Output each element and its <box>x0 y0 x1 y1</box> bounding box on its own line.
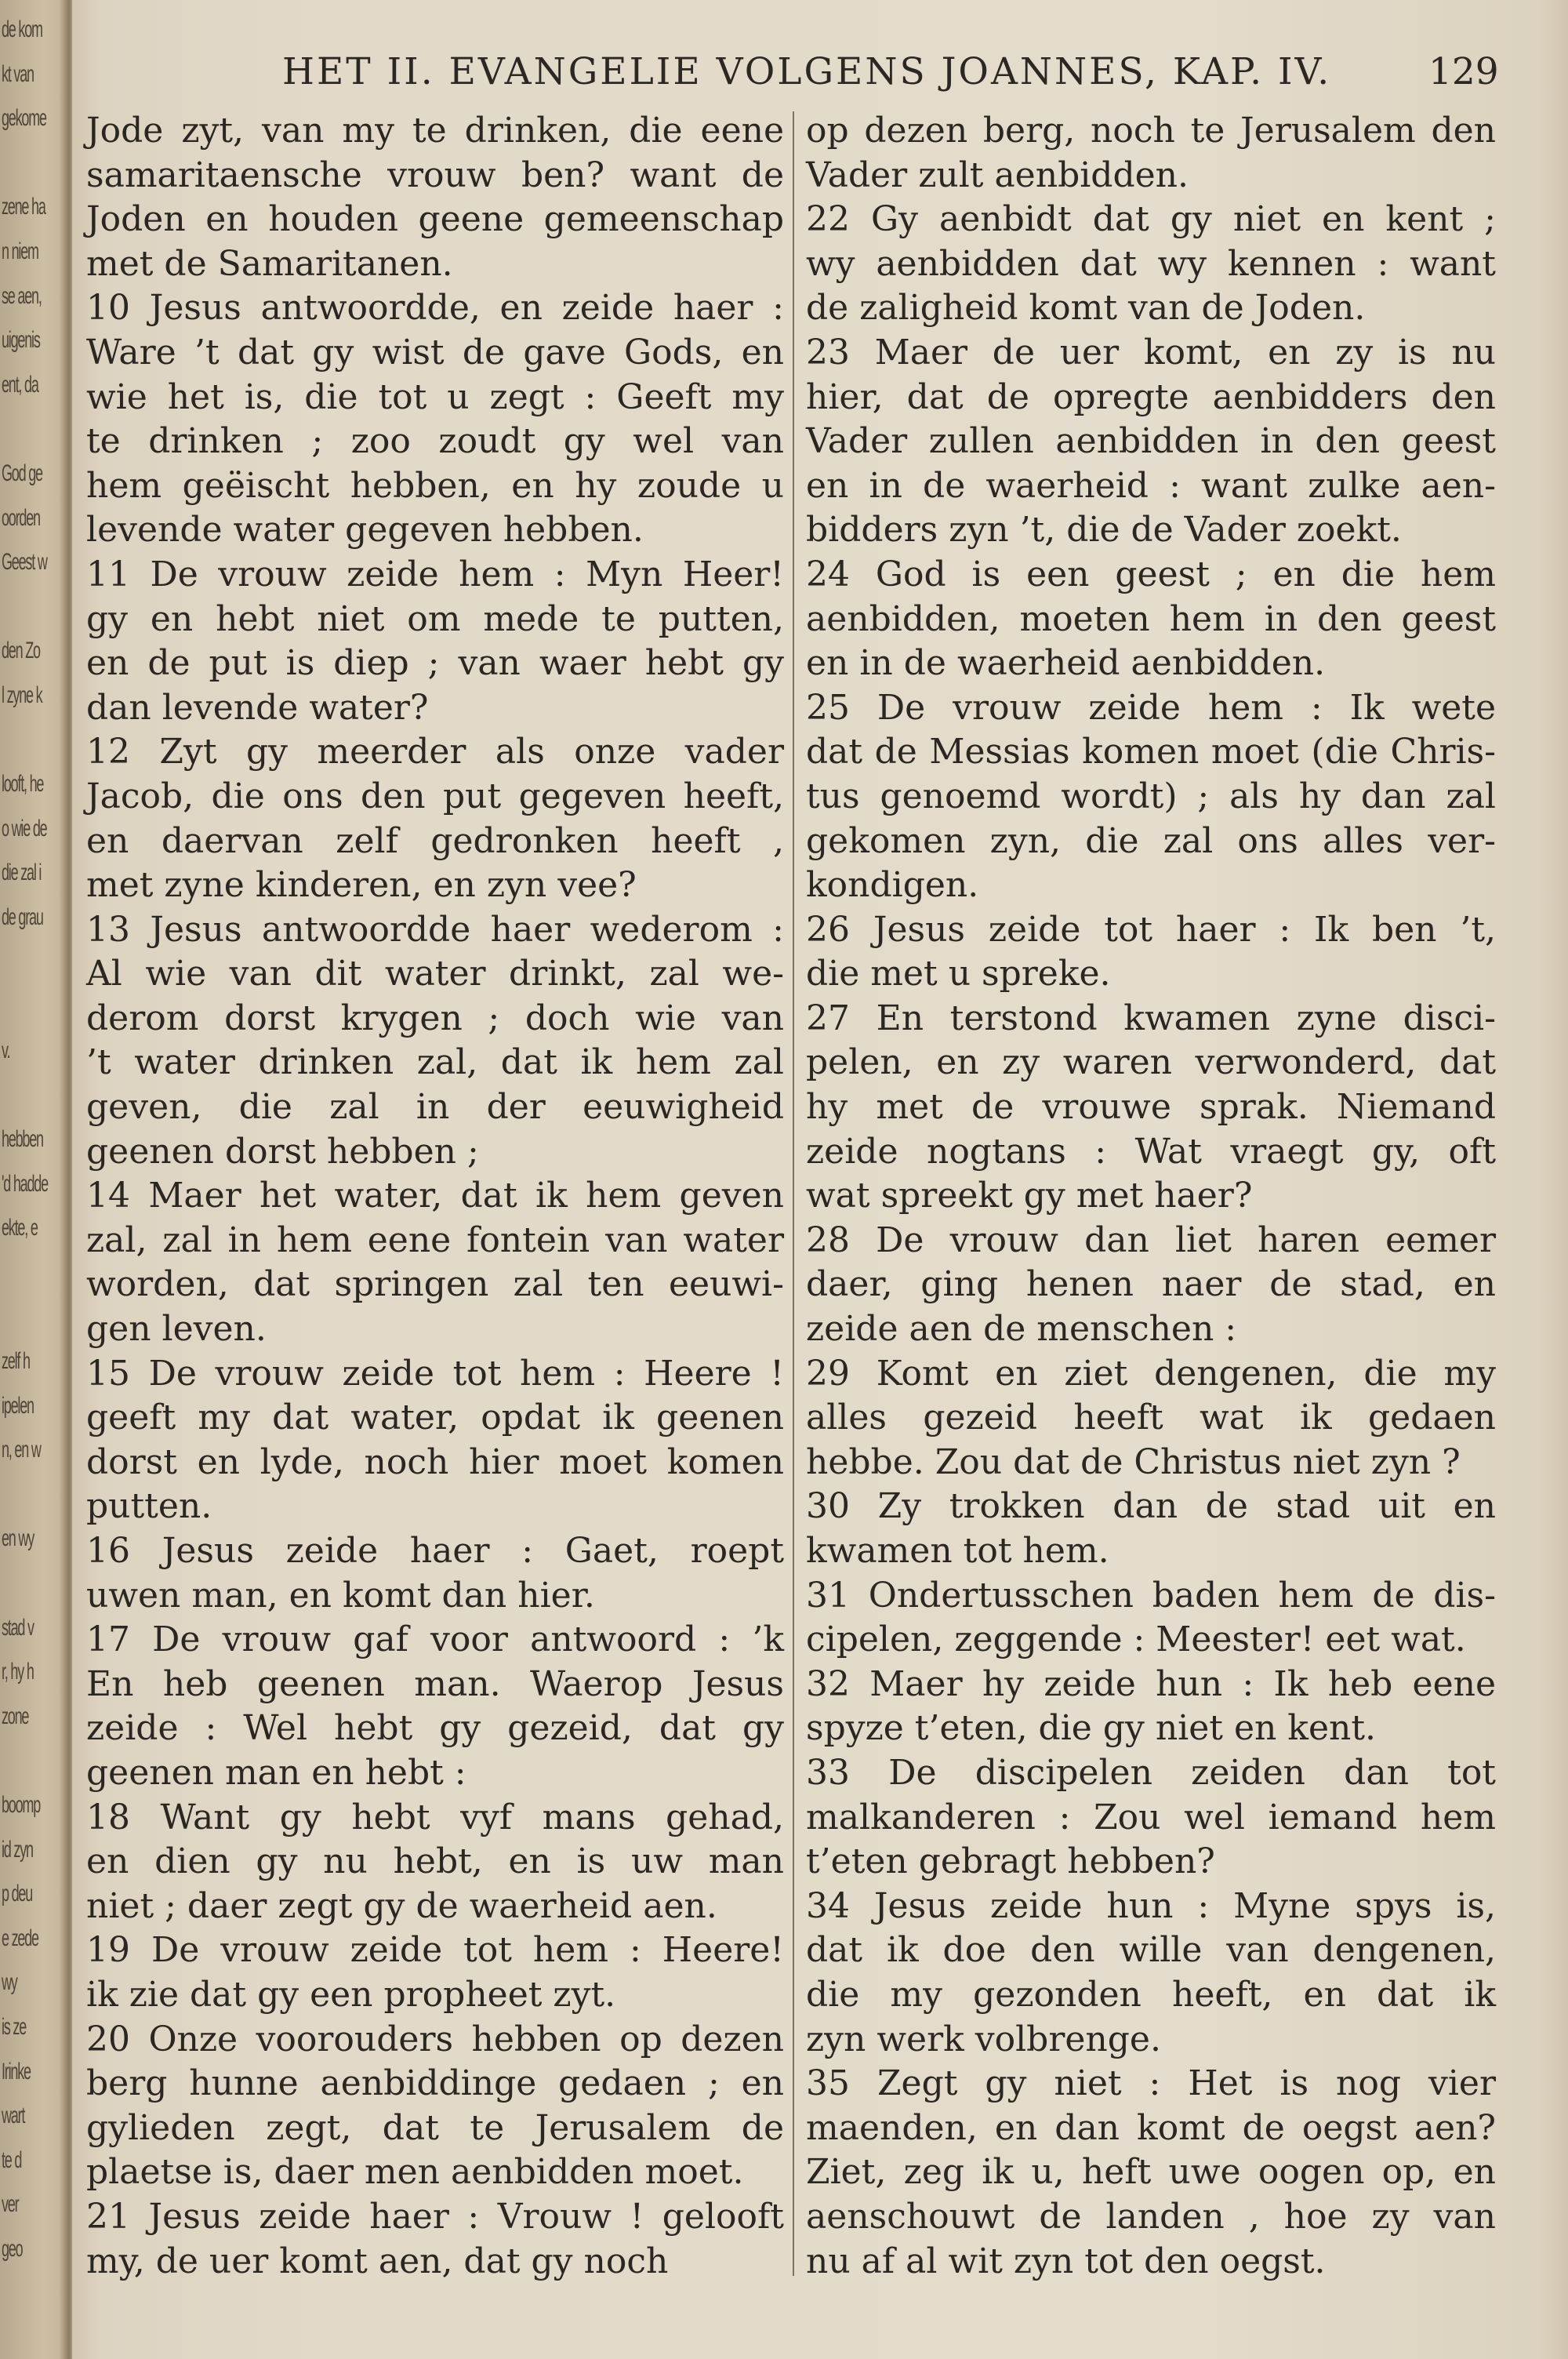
text-line: en de put is diep ; van waer hebt gy <box>86 643 784 684</box>
text-line: nu af al wit zyn tot den oegst. <box>806 2241 1326 2281</box>
text-line: Al wie van dit water drinkt, zal we- <box>86 954 784 994</box>
text-line: geenen man en hebt : <box>86 1752 466 1793</box>
left-column <box>86 109 784 2284</box>
text-line: daer, ging henen naer de stad, en <box>806 1264 1496 1305</box>
edge-text-fragment: p deu <box>2 1881 33 1907</box>
edge-text-fragment <box>2 947 42 978</box>
text-line: 31 Ondertusschen baden hem de dis- <box>806 1575 1496 1616</box>
edge-text-fragment: Irinke <box>2 2058 31 2085</box>
edge-text-fragment: te d <box>2 2146 22 2173</box>
text-line: samaritaensche vrouw ben? want de <box>86 154 784 195</box>
edge-text-fragment: gekome <box>2 105 46 132</box>
text-line: zal, zal in hem eene fontein van water <box>86 1219 784 1260</box>
edge-text-fragment <box>2 1479 42 1510</box>
edge-text-fragment: en wy <box>2 1525 34 1552</box>
text-line: wat spreekt gy met haer? <box>806 1176 1253 1216</box>
previous-page-edge <box>0 0 72 2359</box>
edge-text-fragment <box>2 413 42 445</box>
edge-text-fragment <box>2 147 42 179</box>
text-line: 32 Maer hy zeide hun : Ik heb eene <box>806 1663 1496 1704</box>
edge-text-fragment <box>2 1079 42 1110</box>
edge-text-fragment: zene ha <box>2 194 45 220</box>
edge-text-fragment: uigenis <box>2 327 40 354</box>
edge-text-fragment: ent, da <box>2 371 38 398</box>
column-divider <box>793 111 794 2276</box>
text-line: plaetse is, daer men aenbidden moet. <box>86 2152 744 2193</box>
text-line: dorst en lyde, noch hier moet komen <box>86 1441 784 1482</box>
text-line: uwen man, en komt dan hier. <box>86 1575 595 1616</box>
edge-text-fragment: stad v <box>2 1614 34 1641</box>
text-line: Joden en houden geene gemeenschap <box>86 199 784 240</box>
text-line: 26 Jesus zeide tot haer : Ik ben ’t, <box>806 909 1496 950</box>
edge-text-fragment: oorden <box>2 504 40 531</box>
text-line: derom dorst krygen ; doch wie van <box>86 998 784 1038</box>
text-line: Jacob, die ons den put gegeven heeft, <box>86 776 784 816</box>
text-line: Vader zult aenbidden. <box>806 154 1189 195</box>
edge-text-fragment: l zyne k <box>2 682 42 708</box>
text-line: 30 Zy trokken dan de stad uit en <box>806 1486 1496 1527</box>
edge-text-fragment: boomp <box>2 1792 41 1818</box>
text-line: dat de Messias komen moet (die Chris- <box>806 732 1496 772</box>
text-line: malkanderen : Zou wel iemand hem <box>806 1797 1496 1837</box>
text-line: my, de uer komt aen, dat gy noch <box>86 2241 669 2281</box>
text-line: en in de waerheid : want zulke aen- <box>806 465 1496 506</box>
text-line: 33 De discipelen zeiden dan tot <box>806 1752 1496 1793</box>
text-line: zyn werk volbrenge. <box>806 2019 1161 2059</box>
edge-text-fragment <box>2 1301 42 1332</box>
edge-text-fragment: ekte, e <box>2 1215 38 1241</box>
text-line: 19 De vrouw zeide tot hem : Heere! <box>86 1930 784 1971</box>
edge-text-fragment: is ze <box>2 2014 27 2040</box>
edge-text-fragment: geo <box>2 2236 23 2262</box>
text-line: ’t water drinken zal, dat ik hem zal <box>86 1042 784 1083</box>
edge-text-fragment: wart <box>2 2103 25 2129</box>
running-title: HET II. EVANGELIE VOLGENS JOANNES, KAP. IV. <box>282 50 1332 93</box>
edge-text-fragment <box>2 1745 42 1776</box>
text-line: 16 Jesus zeide haer : Gaet, roept <box>86 1531 784 1571</box>
text-line: en dien gy nu hebt, en is uw man <box>86 1841 784 1882</box>
edge-text-fragment: n niem <box>2 238 38 264</box>
text-line: 18 Want gy hebt vyf mans gehad, <box>86 1797 784 1837</box>
text-line: geeft my dat water, opdat ik geenen <box>86 1398 784 1438</box>
text-line: met zyne kinderen, en zyn vee? <box>86 865 637 906</box>
text-line: gekomen zyn, die zal ons alles ver- <box>806 820 1496 861</box>
text-line: zeide aen de menschen : <box>806 1309 1237 1350</box>
text-line: dat ik doe den wille van dengenen, <box>806 1930 1496 1971</box>
text-line: 24 God is een geest ; en die hem <box>806 554 1496 594</box>
text-line: worden, dat springen zal ten eeuwi- <box>86 1264 784 1305</box>
text-line: kwamen tot hem. <box>806 1531 1109 1571</box>
edge-text-fragment: 'd hadde <box>2 1170 48 1197</box>
text-line: wie het is, die tot u zegt : Geeft my <box>86 376 784 417</box>
text-line: aenbidden, moeten hem in den geest <box>806 598 1496 639</box>
text-line: gy en hebt niet om mede te putten, <box>86 598 784 639</box>
text-line: zeide nogtans : Wat vraegt gy, oft <box>806 1131 1496 1172</box>
text-line: wy aenbidden dat wy kennen : want <box>806 243 1496 284</box>
text-line: niet ; daer zegt gy de waerheid aen. <box>86 1885 717 1926</box>
text-line: zeide : Wel hebt gy gezeid, dat gy <box>86 1708 784 1749</box>
edge-text-fragment: id zyn <box>2 1836 33 1863</box>
text-line: 20 Onze voorouders hebben op dezen <box>86 2019 784 2059</box>
text-line: pelen, en zy waren verwonderd, dat <box>806 1042 1496 1083</box>
text-line: op dezen berg, noch te Jerusalem den <box>806 111 1496 151</box>
edge-text-fragment: o wie de <box>2 815 47 841</box>
text-line: putten. <box>86 1486 212 1527</box>
edge-text-fragment: zone <box>2 1703 29 1729</box>
text-line: Jode zyt, van my te drinken, die eene <box>86 111 784 151</box>
text-line: gen leven. <box>86 1309 267 1350</box>
edge-text-fragment: se aen, <box>2 282 42 309</box>
text-line: 25 De vrouw zeide hem : Ik wete <box>806 687 1496 728</box>
text-line: hier, dat de opregte aenbidders den <box>806 376 1496 417</box>
text-line: kondigen. <box>806 865 979 906</box>
right-column <box>806 109 1496 2284</box>
text-line: 13 Jesus antwoordde haer wederom : <box>86 909 784 950</box>
text-line: die met u spreke. <box>806 954 1111 994</box>
text-line: alles gezeid heeft wat ik gedaen <box>806 1398 1496 1438</box>
text-line: 27 En terstond kwamen zyne disci- <box>806 998 1496 1038</box>
text-line: en daervan zelf gedronken heeft , <box>86 820 784 861</box>
text-line: 17 De vrouw gaf voor antwoord : ’k <box>86 1619 784 1660</box>
text-line: maenden, en dan komt de oegst aen? <box>806 2107 1496 2148</box>
edge-text-fragment: v. <box>2 1037 10 1063</box>
page-number: 129 <box>1428 50 1499 93</box>
text-line: berg hunne aenbiddinge gedaen ; en <box>86 2063 784 2104</box>
edge-text-fragment: ipelen <box>2 1392 34 1419</box>
text-line: spyze t’eten, die gy niet en kent. <box>806 1708 1377 1749</box>
text-line: bidders zyn ’t, die de Vader zoekt. <box>806 510 1402 551</box>
edge-text-fragment: looft, he <box>2 771 44 798</box>
text-line: tus genoemd wordt) ; als hy dan zal <box>806 776 1496 816</box>
edge-text-fragment: hebben <box>2 1126 43 1152</box>
text-line: 10 Jesus antwoordde, en zeide haer : <box>86 288 784 329</box>
edge-text-fragment: wy <box>2 1969 17 1996</box>
text-line: 29 Komt en ziet dengenen, die my <box>806 1353 1496 1394</box>
edge-text-fragment: kt van <box>2 60 34 87</box>
text-line: hebbe. Zou dat de Christus niet zyn ? <box>806 1441 1461 1482</box>
text-line: 28 De vrouw dan liet haren eemer <box>806 1219 1496 1260</box>
edge-text-fragment: de grau <box>2 904 43 930</box>
text-line: aenschouwt de landen , hoe zy van <box>806 2196 1496 2237</box>
edge-text-fragment: Geest w <box>2 549 47 576</box>
edge-text-fragment <box>2 591 42 623</box>
text-line: 11 De vrouw zeide hem : Myn Heer! <box>86 554 784 594</box>
edge-text-fragment: den Zo <box>2 638 40 664</box>
text-line: geenen dorst hebben ; <box>86 1131 479 1172</box>
text-line: 14 Maer het water, dat ik hem geven <box>86 1176 784 1216</box>
text-line: 34 Jesus zeide hun : Myne spys is, <box>806 1885 1496 1926</box>
edge-text-fragment <box>2 1257 42 1289</box>
edge-text-fragment: zelf h <box>2 1348 30 1374</box>
edge-text-fragment <box>2 1568 42 1599</box>
edge-text-fragment: n, en w <box>2 1437 41 1463</box>
text-line: Vader zullen aenbidden in den geest <box>806 421 1496 462</box>
text-line: 22 Gy aenbidt dat gy niet en kent ; <box>806 199 1496 240</box>
text-line: Ware ’t dat gy wist de gave Gods, en <box>86 332 784 373</box>
text-line: cipelen, zeggende : Meester! eet wat. <box>806 1619 1466 1660</box>
text-line: t’eten gebragt hebben? <box>806 1841 1215 1882</box>
text-line: 21 Jesus zeide haer : Vrouw ! gelooft <box>86 2196 784 2237</box>
edge-text-fragment: r, hy h <box>2 1659 34 1685</box>
text-line: ik zie dat gy een propheet zyt. <box>86 1974 616 2015</box>
text-line: 15 De vrouw zeide tot hem : Heere ! <box>86 1353 784 1394</box>
text-line: de zaligheid komt van de Joden. <box>806 288 1366 329</box>
edge-text-fragment: ver <box>2 2191 19 2218</box>
text-line: met de Samaritanen. <box>86 243 453 284</box>
edge-text-fragment: God ge <box>2 460 42 486</box>
edge-text-fragment: die zal i <box>2 860 42 886</box>
text-line: levende water gegeven hebben. <box>86 510 644 551</box>
edge-text-fragment <box>2 725 42 756</box>
text-line: die my gezonden heeft, en dat ik <box>806 1974 1496 2015</box>
text-line: gylieden zegt, dat te Jerusalem de <box>86 2107 784 2148</box>
text-line: 12 Zyt gy meerder als onze vader <box>86 732 784 772</box>
text-line: geven, die zal in der eeuwigheid <box>86 1087 784 1128</box>
text-line: te drinken ; zoo zoudt gy wel van <box>86 421 784 462</box>
text-line: en in de waerheid aenbidden. <box>806 643 1326 684</box>
edge-text-fragment: de kom <box>2 16 42 42</box>
text-line: En heb geenen man. Waerop Jesus <box>86 1663 784 1704</box>
text-line: 23 Maer de uer komt, en zy is nu <box>806 332 1496 373</box>
edge-text-fragment <box>2 990 42 1022</box>
text-line: hy met de vrouwe sprak. Niemand <box>806 1087 1496 1128</box>
text-line: dan levende water? <box>86 687 429 728</box>
text-line: Ziet, zeg ik u, heft uwe oogen op, en <box>806 2152 1496 2193</box>
text-line: hem geëischt hebben, en hy zoude u <box>86 465 784 506</box>
text-line: 35 Zegt gy niet : Het is nog vier <box>806 2063 1496 2104</box>
edge-text-fragment: e zede <box>2 1925 38 1951</box>
